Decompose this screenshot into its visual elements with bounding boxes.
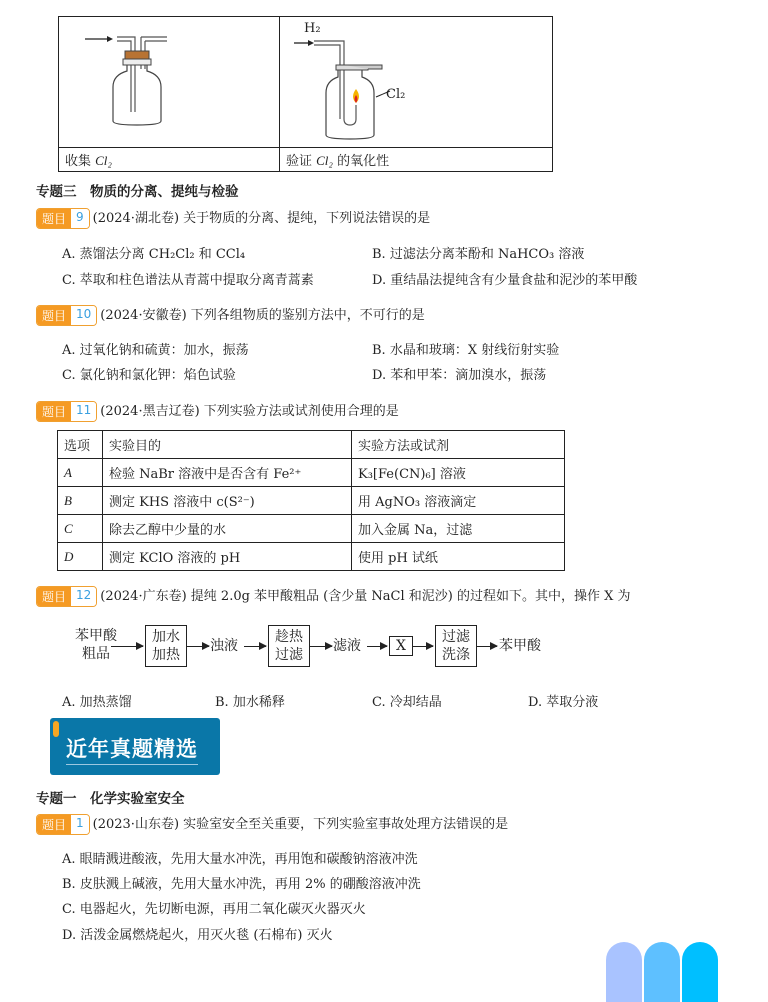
flow-step-x-box: X bbox=[389, 636, 413, 656]
question-11-header bbox=[36, 400, 399, 422]
banner-tab-decoration bbox=[53, 721, 59, 737]
question-stem: (2024·湖北卷) 关于物质的分离、提纯，下列说法错误的是 bbox=[92, 211, 431, 226]
question-stem: (2024·安徽卷) 下列各组物质的鉴别方法中，不可行的是 bbox=[100, 308, 425, 323]
question-badge bbox=[36, 401, 97, 422]
collect-apparatus-cell bbox=[59, 17, 280, 148]
gas-collection-bottle-image bbox=[65, 17, 265, 143]
oxidation-caption bbox=[280, 148, 553, 172]
flow-intermediate: 滤液 bbox=[333, 638, 361, 654]
question-1-header bbox=[36, 813, 508, 835]
flow-arrow bbox=[477, 646, 497, 647]
table-cell: 除去乙醇中少量的水 bbox=[103, 515, 352, 543]
table-row bbox=[58, 515, 565, 543]
caption-text: 验证 bbox=[286, 154, 317, 169]
caption-text: 收集 bbox=[65, 154, 96, 169]
flow-text: 过滤 bbox=[275, 647, 303, 663]
apparatus-figure-table bbox=[58, 16, 553, 172]
badge-number: 11 bbox=[71, 402, 96, 421]
flow-text: 粗品 bbox=[82, 646, 110, 662]
flow-intermediate: 浊液 bbox=[210, 638, 238, 654]
banner-title: 近年真题精选 bbox=[66, 733, 198, 765]
option-c: C. 冷却结晶 bbox=[372, 695, 442, 710]
hydrogen-burning-in-chlorine-image bbox=[286, 17, 546, 143]
experiment-table bbox=[57, 430, 565, 571]
section-banner bbox=[50, 718, 220, 775]
question-10-header bbox=[36, 304, 425, 326]
question-stem: (2024·广东卷) 提纯 2.0g 苯甲酸粗品 (含少量 NaCl 和泥沙) 的过程如下。其中，操作 X 为 bbox=[100, 589, 631, 604]
table-row bbox=[58, 459, 565, 487]
question-badge bbox=[36, 208, 90, 229]
table-cell: 检验 NaBr 溶液中是否含有 Fe²⁺ bbox=[103, 459, 352, 487]
oxidation-apparatus-cell bbox=[280, 17, 553, 148]
option-d: D. 苯和甲苯：滴加溴水，振荡 bbox=[372, 368, 547, 383]
flow-arrow bbox=[367, 646, 387, 647]
option-a: A. 过氧化钠和硫黄：加水，振荡 bbox=[62, 343, 249, 358]
table-header-row bbox=[58, 431, 565, 459]
option-d: D. 萃取分液 bbox=[528, 695, 599, 710]
badge-label: 题目 bbox=[37, 209, 71, 228]
h2-label: H₂ bbox=[304, 21, 321, 36]
badge-number: 1 bbox=[71, 815, 89, 834]
table-cell: 加入金属 Na，过滤 bbox=[352, 515, 565, 543]
flow-text: 苯甲酸 bbox=[75, 628, 117, 644]
badge-label: 题目 bbox=[37, 402, 71, 421]
question-badge bbox=[36, 586, 97, 607]
option-c: C. 氯化钠和氯化钾：焰色试验 bbox=[62, 368, 236, 383]
flow-step-box bbox=[268, 625, 310, 667]
table-cell: C bbox=[58, 515, 103, 543]
flow-text: 洗涤 bbox=[442, 647, 470, 663]
table-cell: 测定 KClO 溶液的 pH bbox=[103, 543, 352, 571]
flow-text: 加热 bbox=[152, 647, 180, 663]
badge-number: 12 bbox=[71, 587, 96, 606]
question-stem: (2024·黑吉辽卷) 下列实验方法或试剂使用合理的是 bbox=[100, 404, 399, 419]
section-heading-separation: 专题三 物质的分离、提纯与检验 bbox=[36, 184, 239, 200]
flow-end: 苯甲酸 bbox=[499, 638, 541, 654]
flow-arrow bbox=[187, 646, 209, 647]
badge-number: 9 bbox=[71, 209, 89, 228]
header-cell: 实验方法或试剂 bbox=[352, 431, 565, 459]
header-cell: 实验目的 bbox=[103, 431, 352, 459]
table-cell: 测定 KHS 溶液中 c(S²⁻) bbox=[103, 487, 352, 515]
badge-label: 题目 bbox=[37, 815, 71, 834]
option-a: A. 加热蒸馏 bbox=[62, 695, 132, 710]
table-cell: B bbox=[58, 487, 103, 515]
caption-formula: Cl₂ bbox=[95, 153, 112, 168]
decorative-circle-icon bbox=[682, 942, 718, 1002]
question-12-header bbox=[36, 585, 630, 607]
question-badge bbox=[36, 814, 90, 835]
flow-step-box bbox=[145, 625, 187, 667]
option-c: C. 萃取和柱色谱法从青蒿中提取分离青蒿素 bbox=[62, 273, 314, 288]
option-a: A. 蒸馏法分离 CH₂Cl₂ 和 CCl₄ bbox=[62, 247, 246, 262]
question-stem: (2023·山东卷) 实验室安全至关重要，下列实验室事故处理方法错误的是 bbox=[92, 817, 509, 832]
cl2-label: Cl₂ bbox=[386, 87, 406, 102]
flow-text: 趁热 bbox=[275, 629, 303, 645]
badge-label: 题目 bbox=[37, 587, 71, 606]
flow-arrow bbox=[310, 646, 332, 647]
table-row bbox=[58, 543, 565, 571]
flow-arrow bbox=[244, 646, 266, 647]
flow-start bbox=[70, 627, 122, 663]
badge-label: 题目 bbox=[37, 306, 71, 325]
flow-arrow bbox=[413, 646, 433, 647]
flow-text: 加水 bbox=[152, 629, 180, 645]
table-cell: A bbox=[58, 459, 103, 487]
caption-formula: Cl₂ bbox=[316, 153, 333, 168]
option-b: B. 加水稀释 bbox=[215, 695, 285, 710]
flow-step-box bbox=[435, 625, 477, 667]
question-badge bbox=[36, 305, 97, 326]
decorative-circle-icon bbox=[606, 942, 642, 1002]
flow-arrow bbox=[111, 646, 143, 647]
collect-caption bbox=[59, 148, 280, 172]
option-b: B. 皮肤溅上碱液，先用大量水冲洗，再用 2% 的硼酸溶液冲洗 bbox=[62, 877, 421, 892]
table-cell: 用 AgNO₃ 溶液滴定 bbox=[352, 487, 565, 515]
table-row bbox=[58, 487, 565, 515]
option-a: A. 眼睛溅进酸液，先用大量水冲洗，再用饱和碳酸钠溶液冲洗 bbox=[62, 852, 418, 867]
option-b: B. 水晶和玻璃：X 射线衍射实验 bbox=[372, 343, 560, 358]
section-heading-lab-safety: 专题一 化学实验室安全 bbox=[36, 791, 185, 807]
option-d: D. 重结晶法提纯含有少量食盐和泥沙的苯甲酸 bbox=[372, 273, 638, 288]
caption-text: 的氧化性 bbox=[332, 154, 390, 169]
decorative-circle-icon bbox=[644, 942, 680, 1002]
badge-number: 10 bbox=[71, 306, 96, 325]
table-cell: D bbox=[58, 543, 103, 571]
header-cell: 选项 bbox=[58, 431, 103, 459]
option-c: C. 电器起火，先切断电源，再用二氧化碳灭火器灭火 bbox=[62, 902, 366, 917]
flow-text: 过滤 bbox=[442, 629, 470, 645]
table-cell: K₃[Fe(CN)₆] 溶液 bbox=[352, 459, 565, 487]
option-b: B. 过滤法分离苯酚和 NaHCO₃ 溶液 bbox=[372, 247, 585, 262]
table-cell: 使用 pH 试纸 bbox=[352, 543, 565, 571]
question-9-header bbox=[36, 207, 430, 229]
option-d: D. 活泼金属燃烧起火，用灭火毯 (石棉布) 灭火 bbox=[62, 928, 333, 943]
